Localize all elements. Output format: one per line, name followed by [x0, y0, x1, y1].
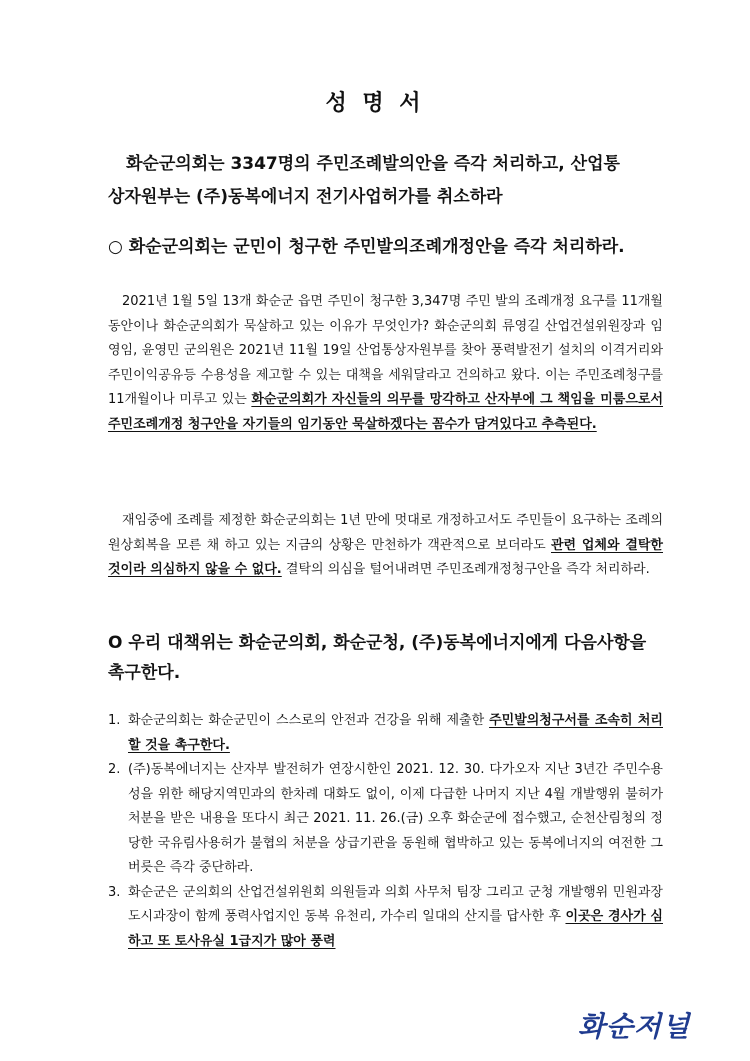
paragraph-2-emphasis: 관련 업체와 결탁한 것이라 의심하지 않을 수 없다.: [108, 537, 663, 577]
paragraph-1-emphasis: 화순군의회가 자신들의 의무를 망각하고 산자부에 그 책임을 미룸으로서 주민조례개정 청구안을 자기들의 임기동안 묵살하겠다는 꼼수가 담겨있다고 추측된다.: [108, 392, 664, 432]
document-title: 성 명 서: [325, 91, 425, 116]
list-item-text: 화순군의회는 화순군민이 스스로의 안전과 건강을 위해 제출한: [128, 713, 490, 728]
publisher-logo: 화순저널: [577, 1010, 690, 1043]
list-item-emphasis: 이곳은 경사가 심하고 또 토사유실 1급지가 많아 풍력: [128, 909, 663, 949]
paragraph-2-text: 재임중에 조례를 제정한 화순군의회는 1년 만에 멋대로 개정하고서도 주민들이 요구하는 조례의 원상회복을 모른 채 하고 있는 지금의 상황은 만천하가 객관적으로 보더라도: [108, 513, 663, 553]
list-item-number: 2.: [108, 762, 121, 777]
list-item: [108, 709, 663, 758]
list-item-number: 3.: [108, 884, 121, 900]
headline-line-2: 상자원부는 (주)동복에너지 전기사업허가를 취소하라: [108, 187, 503, 207]
list-item: [108, 758, 663, 881]
list-item-text: 화순군은 군의회의 산업건설위원회 의원들과 의회 사무처 팀장 그리고 군청 개발행위 민원과장 도시과장이 함께 풍력사업지인 동복 유천리, 가수리 일대의 산지를 답사한 후: [128, 884, 663, 924]
paragraph-1-text: 2021년 1월 5일 13개 화순군 읍면 주민이 청구한 3,347명 주민 발의 조례개정 요구를 11개월 동안이나 화순군의회가 묵살하고 있는 이유가 무엇인가? 화순군의회 류영길 산업건설위원장과 임영임, 윤영민 군의원은 2021년 11월 19일 산업통상자원부를 찾아 풍력발전기 설치의 이격거리와 주민이익공유등 수용성을 제고할 수 있는 대책을 세워달라고 건의하고 왔다. 이는 주민조례청구를 11개월이나 미루고 있는: [108, 294, 663, 407]
paragraph-2-text-end: 결탁의 의심을 털어내려면 주민조례개정청구안을 즉각 처리하라.: [281, 562, 650, 577]
list-item: [108, 881, 663, 955]
demand-list: [108, 709, 663, 954]
section-2-heading: O 우리 대책위는 화순군의회, 화순군청, (주)동복에너지에게 다음사항을 촉구한다.: [108, 633, 647, 683]
section-1-heading: ○ 화순군의회는 군민이 청구한 주민발의조례개정안을 즉각 처리하라.: [108, 237, 625, 257]
headline: [108, 148, 668, 214]
paragraph-2: [108, 509, 663, 583]
list-item-emphasis: 주민발의청구서를 조속히 처리할 것을 촉구한다.: [128, 713, 663, 753]
list-item-number: 1.: [108, 713, 121, 728]
headline-line-1: 화순군의회는 3347명의 주민조례발의안을 즉각 처리하고, 산업통: [126, 154, 620, 174]
list-item-text: (주)동복에너지는 산자부 발전허가 연장시한인 2021. 12. 30. 다가오자 지난 3년간 주민수용성을 위한 해당지역민과의 한차례 대화도 없이, 이제 다급한 나머지 지난 4월 개발행위 불허가 처분을 받은 내용을 또다시 최근 2021. 11. 26.(금) 오후 화순군에 접수했고, 순천산림청의 정당한 국유림사용허가 불협의 처분을 상급기관을 동원해 협박하고 있는 동복에너지의 여전한 그 버릇은 즉각 중단하라.: [128, 762, 663, 875]
paragraph-1: [108, 290, 663, 437]
